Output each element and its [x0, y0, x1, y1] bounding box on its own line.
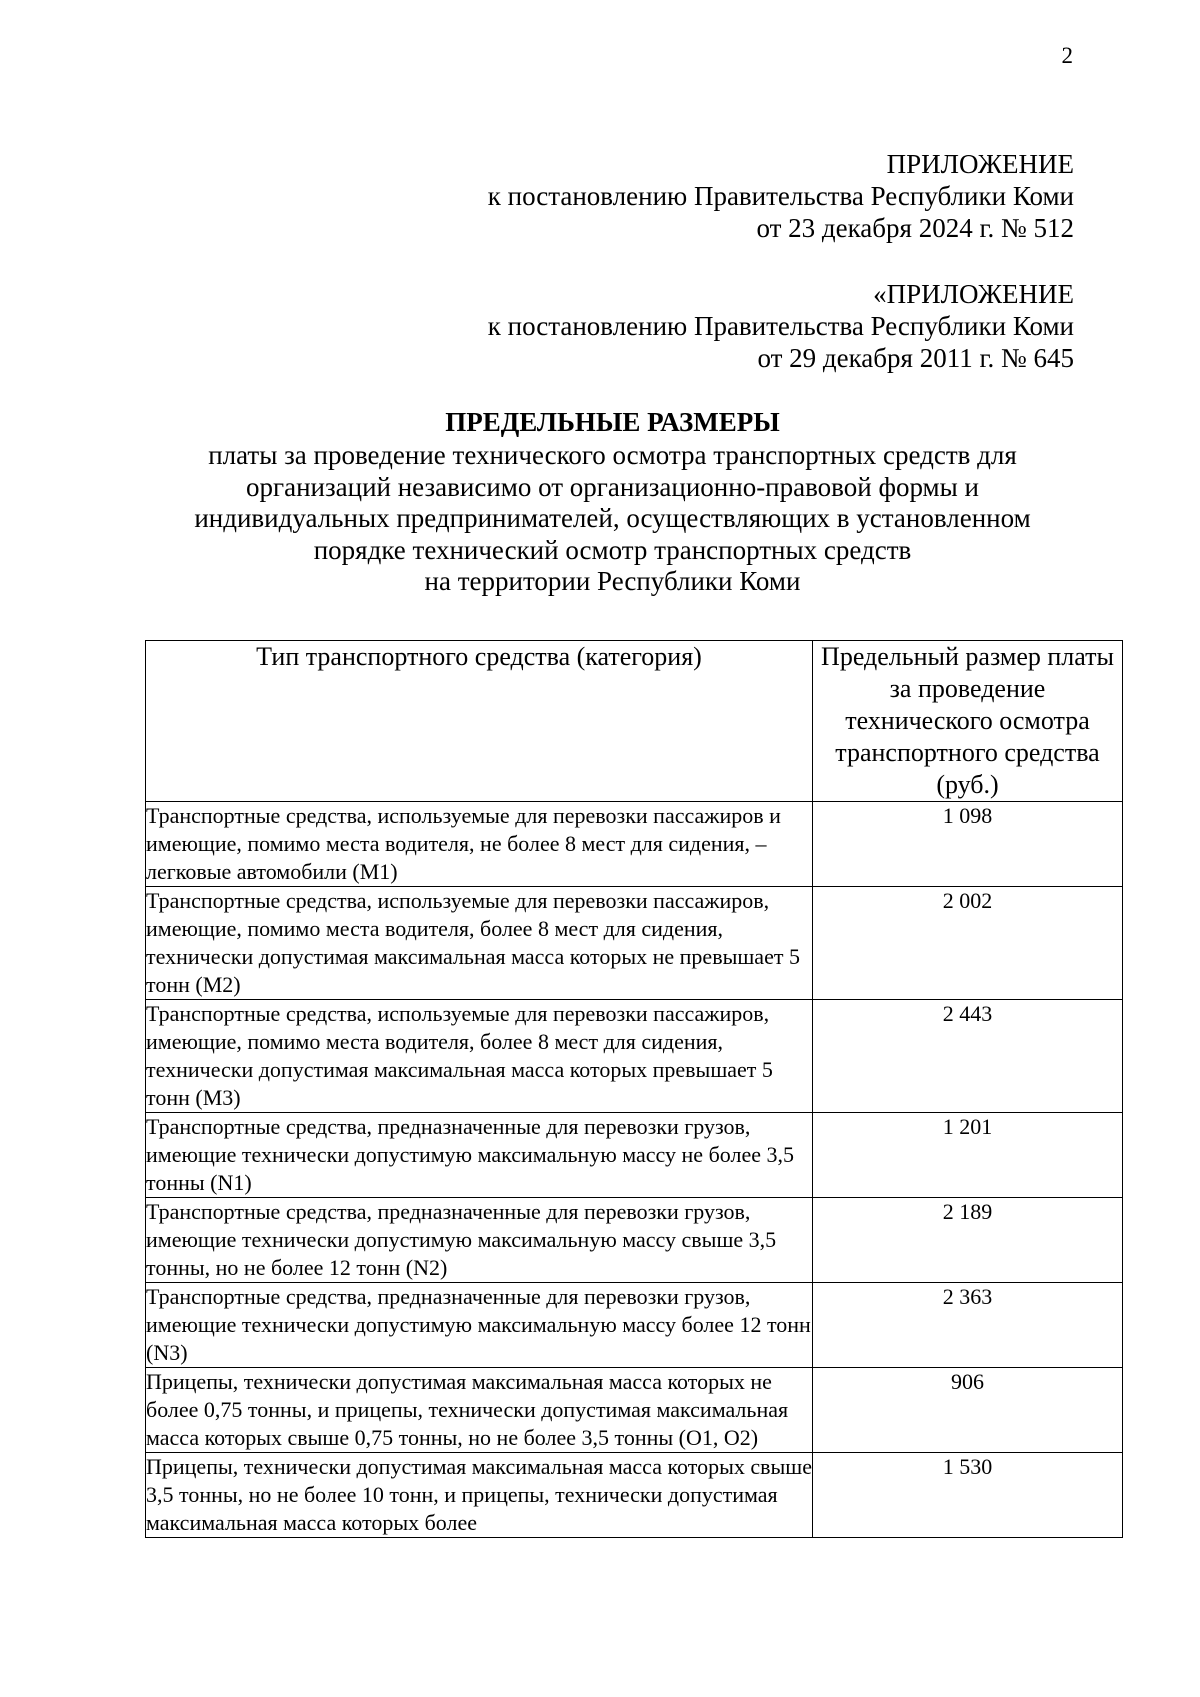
subtitle-line: порядке технический осмотр транспортных средств	[313, 534, 912, 565]
vehicle-category-cell: Транспортные средства, используемые для перевозки пассажиров, имеющие, помимо места водителя, более 8 мест для сидения, технически допустимая максимальная масса которых превышает 5 тонн (М3)	[146, 1000, 813, 1113]
vehicle-category-cell: Транспортные средства, предназначенные для перевозки грузов, имеющие технически допустимую максимальную массу не более 3,5 тонны (N1)	[146, 1113, 813, 1198]
document-subtitle	[0, 440, 1200, 598]
table-row	[146, 887, 1123, 1000]
fee-cell: 1 098	[813, 802, 1123, 887]
page-number: 2	[1061, 43, 1073, 68]
fee-cell: 906	[813, 1368, 1123, 1453]
vehicle-category-cell: Прицепы, технически допустимая максимальная масса которых не более 0,75 тонны, и прицепы, технически допустимая максимальная масса которых свыше 0,75 тонны, но не более 3,5 тонны (О1, О2)	[146, 1368, 813, 1453]
vehicle-category-cell: Транспортные средства, предназначенные для перевозки грузов, имеющие технически допустимую максимальную массу более 12 тонн (N3)	[146, 1283, 813, 1368]
subtitle-line: индивидуальных предпринимателей, осуществляющих в установленном	[194, 503, 1031, 533]
table-row	[146, 1453, 1123, 1538]
annex-resolution-date: от 23 декабря 2024 г. № 512	[756, 213, 1074, 243]
annex-title: ПРИЛОЖЕНИЕ	[886, 149, 1074, 179]
annex-header-current	[374, 148, 1074, 244]
annex-resolution-reference: к постановлению Правительства Республики Коми	[487, 181, 1074, 211]
table-row	[146, 1368, 1123, 1453]
subtitle-line: платы за проведение технического осмотра транспортных средств для	[208, 440, 1017, 470]
table-row	[146, 1198, 1123, 1283]
table-row	[146, 1000, 1123, 1113]
fee-cell: 1 201	[813, 1113, 1123, 1198]
annex-title: «ПРИЛОЖЕНИЕ	[873, 279, 1074, 309]
table-row	[146, 1283, 1123, 1368]
header-vehicle-category: Тип транспортного средства (категория)	[146, 641, 813, 802]
annex-resolution-reference: к постановлению Правительства Республики Коми	[487, 311, 1074, 341]
subtitle-line: на территории Республики Коми	[424, 566, 801, 596]
annex-header-original	[374, 278, 1074, 374]
fee-cell: 2 002	[813, 887, 1123, 1000]
vehicle-category-cell: Транспортные средства, используемые для перевозки пассажиров, имеющие, помимо места водителя, более 8 мест для сидения, технически допустимая максимальная масса которых не превышает 5 тонн (М2)	[146, 887, 813, 1000]
header-fee-limit: Предельный размер платы за проведение технического осмотра транспортного средства (руб.)	[813, 641, 1123, 802]
vehicle-category-cell: Транспортные средства, используемые для перевозки пассажиров и имеющие, помимо места водителя, не более 8 мест для сидения, – легковые автомобили (М1)	[146, 802, 813, 887]
vehicle-category-cell: Транспортные средства, предназначенные для перевозки грузов, имеющие технически допустимую максимальную массу свыше 3,5 тонны, но не более 12 тонн (N2)	[146, 1198, 813, 1283]
fee-cell: 2 363	[813, 1283, 1123, 1368]
fee-table	[145, 640, 1123, 1538]
table-header-row	[146, 641, 1123, 802]
annex-resolution-date: от 29 декабря 2011 г. № 645	[757, 343, 1074, 373]
subtitle-line: организаций независимо от организационно-правовой формы и	[246, 471, 979, 502]
table-row	[146, 1113, 1123, 1198]
table-row	[146, 802, 1123, 887]
document-title: ПРЕДЕЛЬНЫЕ РАЗМЕРЫ	[445, 407, 780, 437]
fee-cell: 2 443	[813, 1000, 1123, 1113]
vehicle-category-cell: Прицепы, технически допустимая максимальная масса которых свыше 3,5 тонны, но не более 10 тонн, и прицепы, технически допустимая максимальная масса которых более	[146, 1453, 813, 1538]
fee-cell: 2 189	[813, 1198, 1123, 1283]
fee-cell: 1 530	[813, 1453, 1123, 1538]
